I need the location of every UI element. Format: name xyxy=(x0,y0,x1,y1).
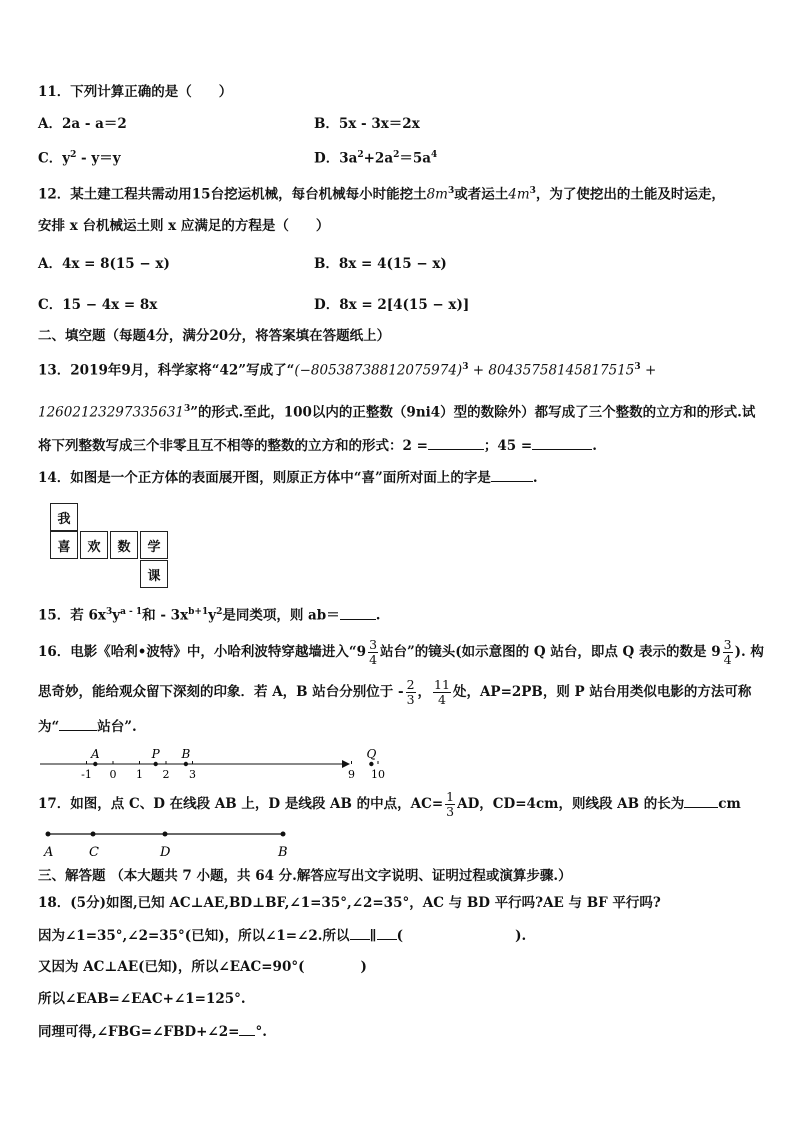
q11-d-prefix: D．3a xyxy=(314,150,358,167)
q13-l2-a: 12602123297335631 xyxy=(38,404,185,421)
number-line-point xyxy=(153,762,157,766)
q15-e: 是同类项，则 ab＝ xyxy=(222,607,340,624)
q16-line2 xyxy=(38,678,751,707)
point-b xyxy=(281,832,286,837)
q12-line1 xyxy=(38,181,725,205)
number-line-tick-label: 2 xyxy=(162,768,170,781)
section-3-heading: 三、解答题 （本大题共 7 小题，共 64 分.解答应写出文字说明、证明过程或演算步骤.） xyxy=(38,868,572,884)
q16-l1-b: 站台”的镜头(如示意图的 Q 站台，即点 Q 表示的数是 9 xyxy=(380,644,721,660)
q15-c: 和 - 3x xyxy=(142,607,189,624)
q15-d: y xyxy=(208,607,217,624)
q11-d-sup2: 2 xyxy=(393,150,400,160)
q17-c: cm xyxy=(718,796,741,812)
q18-l2-a: 因为∠1=35°,∠2=35°(已知)，所以∠1=∠2.所以 xyxy=(38,928,350,944)
q13-l1-d: + xyxy=(640,362,657,379)
q13-l2-a-sup: 3 xyxy=(184,404,191,414)
q17-stem xyxy=(38,790,741,819)
q11-d-mid2: ＝5a xyxy=(399,150,431,167)
q13-l1-b: (−80538738812075974) xyxy=(294,362,463,379)
q13-l3-b: ；45 = xyxy=(483,438,533,454)
q16-l1-c: ). 构 xyxy=(734,644,764,660)
q18-blank-1[interactable] xyxy=(350,925,370,940)
q11-c-sup: 2 xyxy=(70,150,77,160)
q12-l1-c: 或者运土 xyxy=(454,186,509,203)
q14-stem xyxy=(38,467,538,488)
q11-c-prefix: C．y xyxy=(38,150,71,167)
q16-l3-b: 站台”. xyxy=(97,719,137,735)
section-2-heading: 二、填空题（每题4分，满分20分，将答案填在答题纸上） xyxy=(38,328,391,344)
q18-l2-d: ). xyxy=(515,928,527,944)
q16-blank[interactable] xyxy=(59,716,97,731)
label-a: A xyxy=(44,845,54,860)
number-line-point-label: B xyxy=(181,747,191,761)
q15-blank[interactable] xyxy=(340,605,376,620)
q16-number-line xyxy=(38,742,385,781)
number-line-point xyxy=(93,762,97,766)
q13-blank-1[interactable] xyxy=(428,435,484,450)
q11-option-c xyxy=(38,145,121,169)
q12-l1-b: 8m xyxy=(426,186,448,203)
q16-l2-c: 处，AP=2PB，则 P 站台用类似电影的方法可称 xyxy=(452,684,752,700)
label-b: B xyxy=(278,845,288,860)
point-d xyxy=(163,832,168,837)
q18-line5 xyxy=(38,1021,267,1042)
q15-b: y xyxy=(112,607,121,624)
number-line-tick-label: 1 xyxy=(136,768,143,781)
q15-b-sup: a - 1 xyxy=(120,607,143,617)
number-line-tick-label: 3 xyxy=(189,768,196,781)
q12-line2: 安排 x 台机械运土则 x 应满足的方程是（ ） xyxy=(38,218,330,234)
number-line-point xyxy=(369,762,373,766)
q11-option-a: A．2a - a＝2 xyxy=(38,116,127,132)
q12-option-d: D．8x = 2[4(15 − x)] xyxy=(314,297,470,313)
q13-line1 xyxy=(38,357,656,381)
q17-blank[interactable] xyxy=(684,793,718,808)
q17-frac: $\frac{1}{3}$ xyxy=(446,789,455,819)
q15-f: . xyxy=(375,607,381,624)
number-line-point-label: A xyxy=(90,747,100,761)
q18-line2 xyxy=(38,925,526,946)
q13-l1-b-sup: 3 xyxy=(462,362,469,372)
q12-option-b: B．8x = 4(15 − x) xyxy=(314,256,447,272)
q18-l5-a: 同理可得,∠FBG=∠FBD+∠2= xyxy=(38,1024,240,1040)
q16-frac-1: $\frac{3}{4}$ xyxy=(369,637,378,667)
number-line-arrow xyxy=(342,760,350,768)
q17-a: 17．如图，点 C、D 在线段 AB 上，D 是线段 AB 的中点，AC= xyxy=(38,796,444,812)
q13-l1-c: + 80435758145817515 xyxy=(468,362,635,379)
q15-c-sup: b+1 xyxy=(188,607,209,617)
q18-blank-3[interactable] xyxy=(239,1021,255,1036)
q11-option-d xyxy=(314,145,437,169)
cube-net-cell: 欢 xyxy=(80,531,108,559)
number-line-point xyxy=(184,762,188,766)
q18-line4: 所以∠EAB=∠EAC+∠1=125°. xyxy=(38,991,246,1007)
cube-net-cell: 学 xyxy=(140,531,168,559)
q13-l1-a: 13．2019年9月，科学家将“42”写成了“ xyxy=(38,362,295,379)
q16-l2-a: 思奇妙，能给观众留下深刻的印象．若 A，B 站台分别位于 - xyxy=(38,684,404,700)
q16-l2-b: ， xyxy=(417,684,432,700)
q17-segment-figure xyxy=(38,826,298,862)
q15-d-sup: 2 xyxy=(216,607,223,617)
number-line-tick-label: 0 xyxy=(109,768,117,781)
q16-frac-2: $\frac{3}{4}$ xyxy=(723,637,732,667)
number-line-tick-label: 10 xyxy=(371,768,385,781)
q18-l2-b: ∥ xyxy=(369,928,377,944)
q15-a-sup: 3 xyxy=(105,607,113,617)
q13-l2-b: ”的形式.至此，100以内的正整数（9ni4）型的数除外）都写成了三个整数的立方和的形式.试 xyxy=(190,404,756,421)
q18-line3 xyxy=(38,957,367,977)
number-line-tick-label: 9 xyxy=(348,768,355,781)
q11-d-sup1: 2 xyxy=(357,150,364,160)
q16-l3-a: 为“ xyxy=(38,719,60,735)
q13-blank-2[interactable] xyxy=(532,435,592,450)
q17-b: AD，CD=4cm，则线段 AB 的长为 xyxy=(457,796,685,812)
q13-line3 xyxy=(38,435,597,456)
q13-l3-a: 将下列整数写成三个非零且互不相等的整数的立方和的形式：2 = xyxy=(38,438,428,454)
q13-l1-c-sup: 3 xyxy=(634,362,641,372)
cube-net-cell: 数 xyxy=(110,531,138,559)
q16-line1 xyxy=(38,638,764,667)
q12-l1-e: ，为了使挖出的土能及时运走， xyxy=(535,186,725,203)
q16-frac-4: $\frac{11}{4}$ xyxy=(434,677,450,707)
number-line-point-label: P xyxy=(151,747,160,761)
q14-stem-a: 14．如图是一个正方体的表面展开图，则原正方体中“喜”面所对面上的字是 xyxy=(38,470,491,486)
q14-blank[interactable] xyxy=(491,467,533,482)
q11-d-sup3: 4 xyxy=(430,150,438,160)
q11-c-suffix: - y＝y xyxy=(76,150,121,167)
q12-l1-d: 4m xyxy=(508,186,530,203)
q16-line3 xyxy=(38,716,137,737)
label-c: C xyxy=(89,845,99,860)
label-d: D xyxy=(160,845,171,860)
q12-option-c: C．15 − 4x = 8x xyxy=(38,297,158,313)
q18-l3-a: 又因为 AC⊥AE(已知)，所以∠EAC=90°( xyxy=(38,959,305,975)
q12-option-a: A．4x = 8(15 − x) xyxy=(38,256,170,272)
point-a xyxy=(46,832,51,837)
number-line-point-label: Q xyxy=(366,747,377,761)
point-c xyxy=(91,832,96,837)
q18-l3-b: ) xyxy=(360,959,367,975)
q16-l1-a: 16．电影《哈利•波特》中，小哈利波特穿越墙进入“9 xyxy=(38,644,367,660)
q18-l5-b: °. xyxy=(255,1024,267,1040)
q13-l3-c: . xyxy=(592,438,597,454)
q16-frac-3: $\frac{2}{3}$ xyxy=(406,677,415,707)
q11-d-mid: +2a xyxy=(363,150,394,167)
q15-stem xyxy=(38,602,380,626)
q11-stem: 11．下列计算正确的是（ ） xyxy=(38,84,233,100)
q14-stem-b: . xyxy=(532,470,538,486)
q13-line2 xyxy=(38,399,755,423)
cube-net-cell: 课 xyxy=(140,560,168,588)
q18-l2-c: ( xyxy=(396,928,404,944)
q15-a: 15．若 6x xyxy=(38,607,106,624)
q18-line1: 18．(5分)如图,已知 AC⊥AE,BD⊥BF,∠1=35°,∠2=35°，AC 与 BD 平行吗?AE 与 BF 平行吗? xyxy=(38,895,661,911)
q12-l1-d-sup: 3 xyxy=(529,186,536,196)
q12-l1-b-sup: 3 xyxy=(447,186,455,196)
number-line-tick-label: -1 xyxy=(81,768,92,781)
q11-option-b: B．5x - 3x＝2x xyxy=(314,116,420,132)
q18-blank-2[interactable] xyxy=(377,925,397,940)
cube-net-cell: 喜 xyxy=(50,531,78,559)
cube-net-cell: 我 xyxy=(50,503,78,531)
q12-l1-a: 12．某土建工程共需动用15台挖运机械，每台机械每小时能挖土 xyxy=(38,186,427,203)
